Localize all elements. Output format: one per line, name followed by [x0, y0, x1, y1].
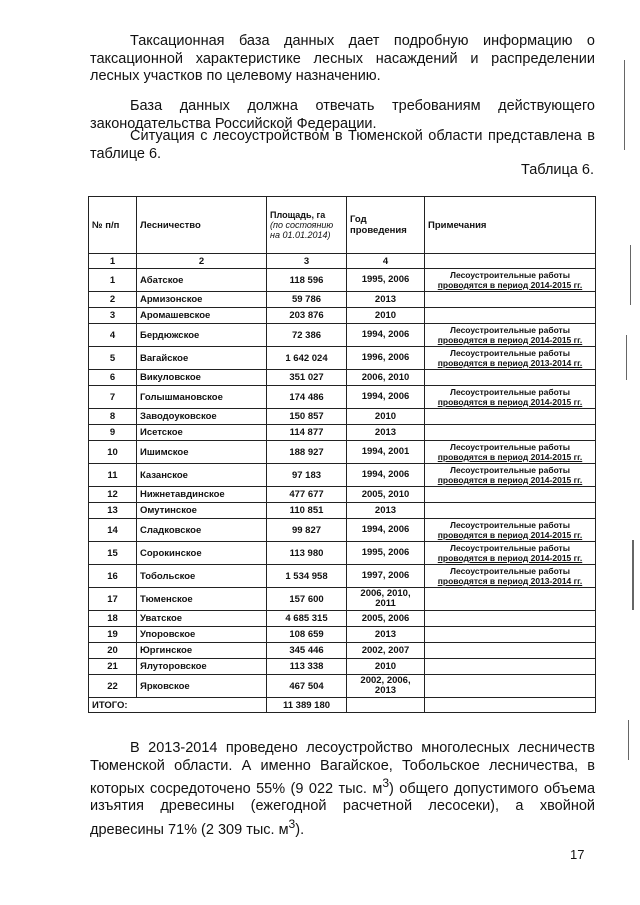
cell-num: 7 — [89, 386, 137, 409]
cell-note — [425, 441, 596, 464]
cell-name: Бердюжское — [137, 324, 267, 347]
cell-note — [425, 588, 596, 611]
column-number: 1 — [89, 254, 137, 269]
cell-name: Упоровское — [137, 627, 267, 643]
cell-note — [425, 611, 596, 627]
cell-num: 17 — [89, 588, 137, 611]
scan-artifact — [626, 335, 627, 380]
table-row — [89, 324, 596, 347]
note-line: проводятся в период 2014-2015 гг. — [437, 475, 583, 485]
cell-area: 188 927 — [267, 441, 347, 464]
cell-area: 1 534 958 — [267, 565, 347, 588]
note-line: проводятся в период 2013-2014 гг. — [437, 576, 583, 586]
cell-name: Аромашевское — [137, 308, 267, 324]
cell-area: 118 596 — [267, 269, 347, 292]
cell-area: 203 876 — [267, 308, 347, 324]
table-header-row — [89, 197, 596, 254]
note-line: Лесоустроительные работы — [450, 520, 570, 530]
note-line: Лесоустроительные работы — [450, 442, 570, 452]
note-line: Лесоустроительные работы — [450, 270, 570, 280]
paragraph-conclusion: В 2013-2014 проведено лесоустройство многолесных лесничеств Тюменской области. А именно Вагайское, Тобольское лесничества, в которых сосредоточено 55% (9 022 тыс. $м^3$) общего допустимого объема изъятия древесины (ежегодной расчетной лесосеки), а хвойной древесины 71% (2 309 тыс. $м^3$). — [90, 740, 596, 838]
table-row — [89, 425, 596, 441]
cell-num: 19 — [89, 627, 137, 643]
cell-note — [425, 409, 596, 425]
cell-name: Ялуторовское — [137, 659, 267, 675]
total-label: ИТОГО: — [89, 698, 267, 713]
cell-num: 1 — [89, 269, 137, 292]
cell-note — [425, 386, 596, 409]
table-caption: Таблица 6. — [521, 162, 594, 178]
column-number: 4 — [347, 254, 425, 269]
cell-area: 72 386 — [267, 324, 347, 347]
cell-num: 11 — [89, 464, 137, 487]
cell-name: Ярковское — [137, 675, 267, 698]
table-row — [89, 487, 596, 503]
cell-note — [425, 659, 596, 675]
cell-note — [425, 519, 596, 542]
cell-year: 1994, 2006 — [347, 386, 425, 409]
total-empty — [425, 698, 596, 713]
forestry-table — [88, 196, 596, 713]
cell-year: 2013 — [347, 627, 425, 643]
scan-artifact — [628, 720, 629, 760]
total-area: 11 389 180 — [267, 698, 347, 713]
cell-num: 14 — [89, 519, 137, 542]
cell-note — [425, 308, 596, 324]
table-row — [89, 519, 596, 542]
cell-note — [425, 627, 596, 643]
cell-area: 351 027 — [267, 370, 347, 386]
cell-note — [425, 464, 596, 487]
cell-note — [425, 675, 596, 698]
cell-num: 5 — [89, 347, 137, 370]
page-number: 17 — [570, 847, 585, 862]
cell-year: 2010 — [347, 409, 425, 425]
table-row — [89, 611, 596, 627]
cell-area: 110 851 — [267, 503, 347, 519]
cell-year: 2010 — [347, 308, 425, 324]
cell-year: 1994, 2006 — [347, 519, 425, 542]
cell-note — [425, 503, 596, 519]
paragraph-taxation-database: Таксационная база данных дает подробную информацию о таксационной характеристике лесных насаждений и распределении лесных участков по целевому назначению. — [90, 33, 595, 84]
note-line: проводятся в период 2013-2014 гг. — [437, 358, 583, 368]
cell-year: 2002, 2007 — [347, 643, 425, 659]
header-year: Год проведения — [347, 197, 425, 254]
cell-num: 15 — [89, 542, 137, 565]
cell-area: 59 786 — [267, 292, 347, 308]
total-row — [89, 698, 596, 713]
cell-area: 1 642 024 — [267, 347, 347, 370]
column-number: 3 — [267, 254, 347, 269]
header-area: Площадь, га (по состоянию на 01.01.2014) — [267, 197, 347, 254]
cell-area: 174 486 — [267, 386, 347, 409]
table-row — [89, 542, 596, 565]
note-line: Лесоустроительные работы — [450, 566, 570, 576]
cell-name: Ишимское — [137, 441, 267, 464]
total-empty — [347, 698, 425, 713]
cell-note — [425, 487, 596, 503]
cell-num: 21 — [89, 659, 137, 675]
cell-area: 150 857 — [267, 409, 347, 425]
table-row — [89, 464, 596, 487]
cell-num: 13 — [89, 503, 137, 519]
table-row — [89, 659, 596, 675]
cell-area: 113 980 — [267, 542, 347, 565]
note-line: Лесоустроительные работы — [450, 348, 570, 358]
cell-num: 22 — [89, 675, 137, 698]
cell-num: 10 — [89, 441, 137, 464]
cell-name: Вагайское — [137, 347, 267, 370]
table-row — [89, 308, 596, 324]
note-line: проводятся в период 2014-2015 гг. — [437, 280, 583, 290]
cell-area: 108 659 — [267, 627, 347, 643]
cell-name: Сладковское — [137, 519, 267, 542]
header-name: Лесничество — [137, 197, 267, 254]
note-line: проводятся в период 2014-2015 гг. — [437, 553, 583, 563]
table-row — [89, 409, 596, 425]
cell-year: 2005, 2006 — [347, 611, 425, 627]
cell-name: Викуловское — [137, 370, 267, 386]
cell-name: Казанское — [137, 464, 267, 487]
cell-year: 2013 — [347, 503, 425, 519]
table-row — [89, 347, 596, 370]
cell-year: 1995, 2006 — [347, 542, 425, 565]
cell-num: 8 — [89, 409, 137, 425]
note-line: проводятся в период 2014-2015 гг. — [437, 530, 583, 540]
paragraph-database-requirements: База данных должна отвечать требованиям действующего законодательства Российской Федерации. — [90, 98, 595, 132]
cell-num: 18 — [89, 611, 137, 627]
cell-area: 467 504 — [267, 675, 347, 698]
cell-area: 4 685 315 — [267, 611, 347, 627]
cell-note — [425, 542, 596, 565]
column-number: 2 — [137, 254, 267, 269]
cell-year: 2006, 2010, 2011 — [347, 588, 425, 611]
cell-year: 1995, 2006 — [347, 269, 425, 292]
cell-note — [425, 565, 596, 588]
table-row — [89, 370, 596, 386]
cell-year: 2005, 2010 — [347, 487, 425, 503]
cell-area: 99 827 — [267, 519, 347, 542]
cell-name: Исетское — [137, 425, 267, 441]
cell-num: 2 — [89, 292, 137, 308]
note-line: проводятся в период 2014-2015 гг. — [437, 335, 583, 345]
note-line: Лесоустроительные работы — [450, 387, 570, 397]
cell-area: 477 677 — [267, 487, 347, 503]
cell-area: 97 183 — [267, 464, 347, 487]
cell-name: Голышмановское — [137, 386, 267, 409]
header-num: № п/п — [89, 197, 137, 254]
column-number — [425, 254, 596, 269]
cell-note — [425, 425, 596, 441]
cell-note — [425, 347, 596, 370]
cell-note — [425, 324, 596, 347]
paragraph-situation: Ситуация с лесоустройством в Тюменской области представлена в таблице 6. — [90, 128, 595, 162]
table-row — [89, 503, 596, 519]
cell-year: 2006, 2010 — [347, 370, 425, 386]
table-row — [89, 675, 596, 698]
cell-note — [425, 643, 596, 659]
cell-note — [425, 370, 596, 386]
note-line: Лесоустроительные работы — [450, 465, 570, 475]
table-row — [89, 292, 596, 308]
cell-num: 9 — [89, 425, 137, 441]
cell-name: Тюменское — [137, 588, 267, 611]
cell-num: 4 — [89, 324, 137, 347]
note-line: проводятся в период 2014-2015 гг. — [437, 452, 583, 462]
cell-name: Тобольское — [137, 565, 267, 588]
table-row — [89, 588, 596, 611]
cell-year: 1994, 2006 — [347, 464, 425, 487]
cell-num: 20 — [89, 643, 137, 659]
cell-name: Уватское — [137, 611, 267, 627]
cell-area: 157 600 — [267, 588, 347, 611]
cell-year: 1994, 2006 — [347, 324, 425, 347]
cell-name: Заводоуковское — [137, 409, 267, 425]
table-row — [89, 627, 596, 643]
cell-num: 3 — [89, 308, 137, 324]
cell-name: Юргинское — [137, 643, 267, 659]
cell-year: 1996, 2006 — [347, 347, 425, 370]
cell-area: 345 446 — [267, 643, 347, 659]
cell-num: 16 — [89, 565, 137, 588]
table-row — [89, 643, 596, 659]
cell-year: 2002, 2006, 2013 — [347, 675, 425, 698]
cell-year: 2010 — [347, 659, 425, 675]
note-line: Лесоустроительные работы — [450, 543, 570, 553]
column-numbers-row — [89, 254, 596, 269]
cell-area: 114 877 — [267, 425, 347, 441]
cell-year: 2013 — [347, 425, 425, 441]
cell-name: Абатское — [137, 269, 267, 292]
header-notes: Примечания — [425, 197, 596, 254]
cell-name: Армизонское — [137, 292, 267, 308]
cell-name: Сорокинское — [137, 542, 267, 565]
table-row — [89, 441, 596, 464]
cell-name: Нижнетавдинское — [137, 487, 267, 503]
cell-note — [425, 292, 596, 308]
scan-artifact — [632, 540, 634, 610]
cell-name: Омутинское — [137, 503, 267, 519]
cell-num: 12 — [89, 487, 137, 503]
cell-num: 6 — [89, 370, 137, 386]
note-line: проводятся в период 2014-2015 гг. — [437, 397, 583, 407]
table-row — [89, 386, 596, 409]
cell-year: 2013 — [347, 292, 425, 308]
table-row — [89, 269, 596, 292]
cell-area: 113 338 — [267, 659, 347, 675]
scan-artifact — [630, 245, 631, 305]
scan-artifact — [624, 60, 625, 150]
cell-note — [425, 269, 596, 292]
cell-year: 1997, 2006 — [347, 565, 425, 588]
cell-year: 1994, 2001 — [347, 441, 425, 464]
table-row — [89, 565, 596, 588]
note-line: Лесоустроительные работы — [450, 325, 570, 335]
